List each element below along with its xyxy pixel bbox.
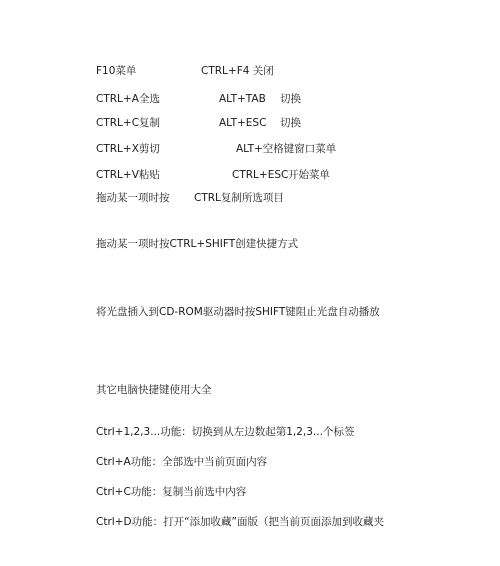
- row-2-action: 切换: [280, 93, 301, 105]
- row-5-left: CTRL+V粘贴: [96, 169, 160, 181]
- section-heading: 其它电脑快捷键使用大全: [96, 384, 212, 396]
- row-3-key: ALT+ESC: [219, 117, 267, 129]
- row-5-action: 开始菜单: [288, 169, 330, 181]
- row-2-left: CTRL+A全选: [96, 93, 160, 105]
- row-6-right: CTRL复制所选项目: [194, 192, 284, 204]
- row-6-left: 拖动某一项时按: [96, 192, 170, 204]
- row-3-left: CTRL+C复制: [96, 117, 161, 129]
- row-5-key: CTRL+ESC: [232, 169, 289, 181]
- row-4-left: CTRL+X剪切: [96, 143, 160, 155]
- list-item: Ctrl+D功能：打开“添加收藏”面版（把当前页面添加到收藏夹: [96, 516, 384, 528]
- row-3-action: 切换: [280, 117, 301, 129]
- paragraph-shortcut-create: 拖动某一项时按CTRL+SHIFT创建快捷方式: [96, 238, 299, 250]
- paragraph-cdrom: 将光盘插入到CD-ROM驱动器时按SHIFT键阻止光盘自动播放: [96, 306, 380, 318]
- list-item: Ctrl+A功能：全部选中当前页面内容: [96, 456, 268, 468]
- list-item: Ctrl+C功能：复制当前选中内容: [96, 486, 247, 498]
- row-1-left: F10菜单: [96, 65, 137, 77]
- row-2-key: ALT+TAB: [219, 93, 266, 105]
- list-item: Ctrl+1,2,3...功能：切换到从左边数起第1,2,3...个标签: [96, 426, 355, 438]
- row-4-right: ALT+空格键窗口菜单: [236, 143, 337, 155]
- row-1-right: CTRL+F4 关闭: [201, 65, 274, 77]
